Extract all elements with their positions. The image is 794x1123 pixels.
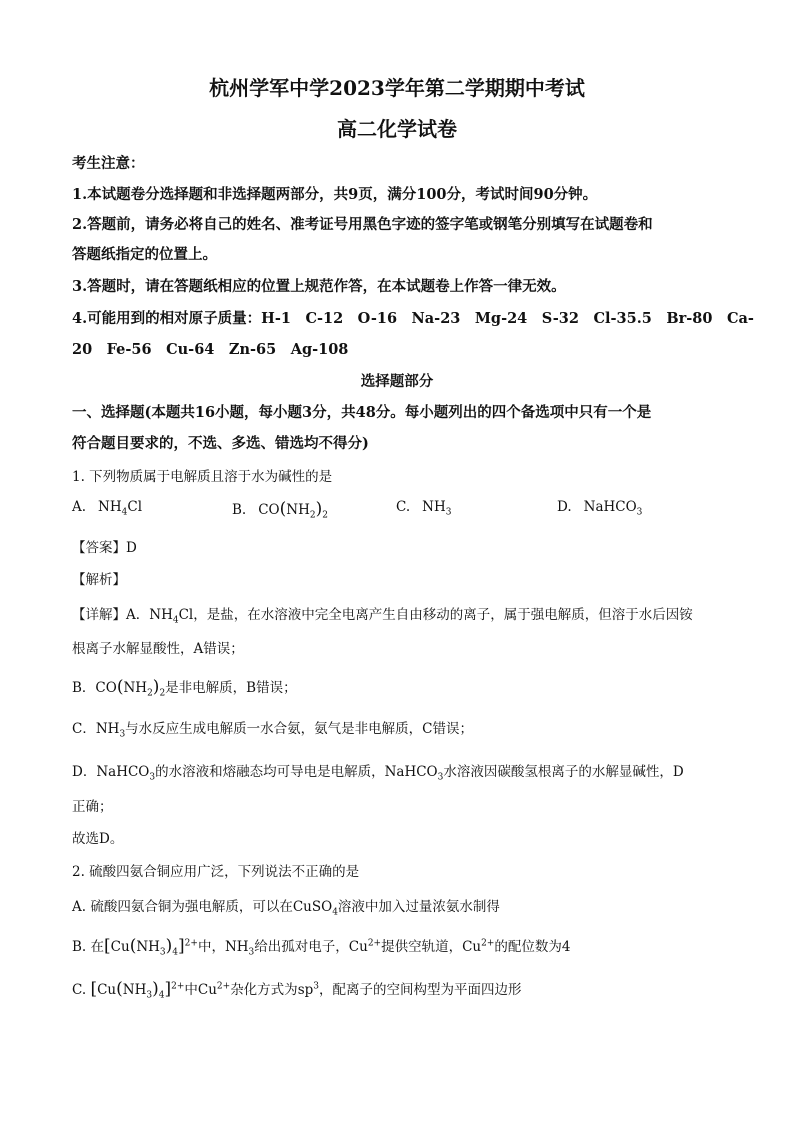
detail-text: ，是盐，在水溶液中完全电离产生自由移动的离子，属于强电解质，但溶于水后因铵 — [193, 607, 693, 623]
option-letter: A. — [72, 499, 87, 515]
formula-cu2plus: $Cu^{2+}$ — [462, 938, 495, 955]
option-letter: C. — [396, 499, 411, 515]
formula-nahco3: NaHCO$_3$ — [583, 499, 643, 518]
formula-sp3: $sp^3$ — [297, 981, 319, 998]
formula-cu2plus: $Cu^{2+}$ — [348, 938, 382, 955]
formula-cu-nh3-4-complex: $[Cu(NH_3)_4]^{2+}$ — [104, 936, 198, 958]
q1-option-c — [396, 499, 452, 518]
option-text: 中， — [197, 939, 225, 955]
notice-item-1: 1.本试题卷分选择题和非选择题两部分，共9页，满分100分，考试时间90分钟。 — [72, 186, 598, 203]
notice-heading: 考生注意： — [72, 155, 145, 172]
q2-option-a — [72, 895, 500, 918]
formula-nahco3: NaHCO$_3$ — [96, 764, 156, 783]
q1-stem: 1. 下列物质属于电解质且溶于水为碱性的是 — [72, 469, 333, 485]
option-text: 给出孤对电子， — [254, 939, 349, 955]
formula-cuso4: CuSO$_4$ — [292, 899, 338, 918]
exam-title: 杭州学军中学2023学年第二学期期中考试 — [209, 76, 585, 100]
q1-option-a — [72, 499, 143, 518]
q1-detail-d-line1: D．NaHCO$_3$的水溶液和熔融态均可导电是电解质，NaHCO$_3$水溶液因碳酸氢根离子的水解显碱性，D — [72, 764, 684, 783]
formula-nh4cl: $NH_4Cl$ — [98, 499, 143, 518]
formula-cu-nh3-4-complex: $[Cu(NH_3)_4]^{2+}$ — [90, 979, 185, 1001]
notice-item-2a: 2.答题前，请务必将自己的姓名、准考证号用黑色字迹的签字笔或钢笔分别填写在试题卷和 — [72, 216, 653, 233]
formula-nh3: $NH_3$ — [95, 721, 126, 740]
option-text: 的配位数为4 — [494, 939, 571, 955]
q1-detail-b: B．$CO(NH_2)_2$是非电解质，B错误； — [72, 677, 297, 699]
formula-cu2plus: $Cu^{2+}$ — [197, 981, 231, 998]
formula-urea: $CO(NH_2)_2$ — [258, 499, 328, 521]
option-text: 溶液中加入过量浓氨水制得 — [337, 899, 500, 915]
option-letter: D. — [557, 499, 572, 515]
q1-detail-d-line2: 正确； — [72, 799, 113, 815]
q2-stem: 2. 硫酸四氨合铜应用广泛，下列说法不正确的是 — [72, 864, 360, 880]
formula-urea: $CO(NH_2)_2$ — [95, 677, 166, 699]
section-heading-a: 一、选择题(本题共16小题，每小题3分，共48分。每小题列出的四个备选项中只有一个是 — [72, 404, 652, 421]
option-text: 杂化方式为 — [230, 982, 298, 998]
formula-nh3: $NH_3$ — [224, 939, 255, 958]
option-text: A. 硫酸四氨合铜为强电解质，可以在 — [72, 899, 293, 915]
q1-analysis-tag: 【解析】 — [72, 572, 126, 588]
detail-text: 是非电解质，B错误； — [165, 680, 297, 696]
option-text: 提供空轨道， — [381, 939, 463, 955]
option-text: ，配离子的空间构型为平面四边形 — [319, 982, 522, 998]
notice-item-4b: 20 Fe-56 Cu-64 Zn-65 Ag-108 — [72, 341, 349, 358]
q2-option-b — [72, 935, 571, 956]
q2-option-c — [72, 978, 522, 999]
detail-text: 的水溶液和熔融态均可导电是电解质， — [155, 764, 385, 780]
option-letter: B. — [232, 502, 247, 518]
section-title: 选择题部分 — [360, 373, 434, 390]
q1-conclusion: 故选D。 — [72, 831, 124, 847]
formula-nh3: $NH_3$ — [422, 499, 452, 518]
formula-nahco3: NaHCO$_3$ — [384, 764, 444, 783]
detail-tag: 【详解】 — [72, 607, 126, 623]
detail-text: 水溶液因碳酸氢根离子的水解显碱性，D — [443, 764, 684, 780]
section-heading-b: 符合题目要求的，不选、多选、错选均不得分) — [72, 435, 369, 452]
q1-detail-a-line1: 【详解】A．$NH_4Cl$，是盐，在水溶液中完全电离产生自由移动的离子，属于强电解质，但溶于水后因铵 — [72, 607, 693, 626]
q1-option-d — [557, 499, 643, 518]
q1-detail-a-line2: 根离子水解显酸性，A错误； — [72, 641, 244, 657]
q1-answer: 【答案】D — [72, 540, 137, 556]
q1-detail-c: C．$NH_3$与水反应生成电解质一水合氨，氨气是非电解质，C错误； — [72, 721, 474, 740]
q1-option-b — [232, 499, 328, 519]
notice-item-4a: 4.可能用到的相对原子质量：H-1 C-12 O-16 Na-23 Mg-24 S-32 Cl-35.5 Br-80 Ca- — [72, 310, 754, 327]
notice-item-2b: 答题纸指定的位置上。 — [72, 246, 217, 263]
formula-nh4cl: $NH_4Cl$ — [149, 607, 194, 626]
exam-subtitle: 高二化学试卷 — [337, 117, 457, 141]
option-text: 中 — [184, 982, 198, 998]
detail-text: 与水反应生成电解质一水合氨，氨气是非电解质，C错误； — [125, 721, 474, 737]
notice-item-3: 3.答题时，请在答题纸相应的位置上规范作答，在本试题卷上作答一律无效。 — [72, 278, 566, 295]
option-text: B. 在 — [72, 939, 105, 955]
option-text: C. — [72, 982, 91, 998]
